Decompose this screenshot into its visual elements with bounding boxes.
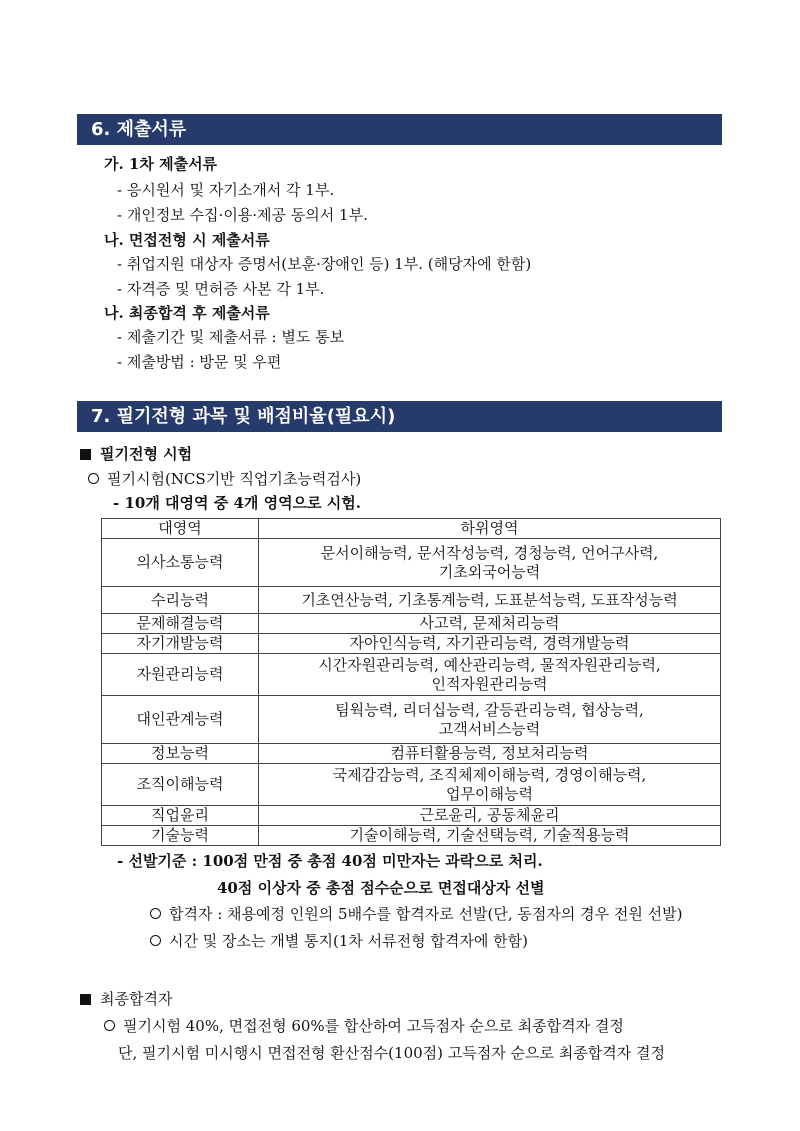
sub-cell: [259, 826, 721, 846]
table-row: [102, 806, 721, 826]
sub-cell: [259, 539, 721, 587]
sub-line: 컴퓨터활용능력, 정보처리능력: [390, 744, 589, 762]
final-heading: [80, 988, 172, 1009]
table-row: [102, 614, 721, 634]
sub-cell: [259, 806, 721, 826]
group-heading: 나. 면접전형 시 제출서류: [104, 231, 270, 249]
group-heading: 가. 1차 제출서류: [104, 155, 218, 173]
table-row: [102, 696, 721, 744]
sub-line: 국제감감능력, 조직체제이해능력, 경영이해능력,: [332, 765, 647, 784]
header-sub: 하위영역: [259, 519, 721, 539]
sub-line: 기초외국어능력: [438, 562, 541, 581]
list-item: - 응시원서 및 자기소개서 각 1부.: [117, 181, 335, 199]
note-line: [150, 930, 528, 951]
area-cell: 직업윤리: [102, 806, 259, 826]
sub-cell: [259, 614, 721, 634]
circle-bullet-icon: [104, 1020, 115, 1031]
table-row: [102, 634, 721, 654]
area-cell: 기술능력: [102, 826, 259, 846]
sub-line: 고객서비스능력: [438, 719, 541, 738]
sub-cell: [259, 764, 721, 806]
selection-criteria-cont: 40점 이상자 중 총점 점수순으로 면접대상자 선별: [217, 879, 545, 897]
circle-bullet-icon: [150, 935, 161, 946]
sub-cell: [259, 696, 721, 744]
sub-line: 업무이해능력: [446, 784, 533, 803]
group-heading: 나. 최종합격 후 제출서류: [104, 304, 270, 322]
note-line: [150, 903, 682, 924]
final-line: [104, 1015, 624, 1036]
sub-cell: [259, 654, 721, 696]
list-item: - 제출방법 : 방문 및 우편: [117, 353, 282, 371]
list-item: - 취업지원 대상자 증명서(보훈·장애인 등) 1부. (해당자에 한함): [117, 255, 532, 273]
section-7-title: 7. 필기전형 과목 및 배점비율(필요시): [77, 401, 722, 432]
list-item: - 자격증 및 면허증 사본 각 1부.: [117, 280, 325, 298]
test-name: [88, 468, 361, 489]
sub-line: 사고력, 문제처리능력: [419, 614, 560, 632]
area-cell: 자원관리능력: [102, 654, 259, 696]
sub-line: 팀웍능력, 리더십능력, 갈등관리능력, 협상능력,: [335, 700, 644, 719]
sub-cell: [259, 634, 721, 654]
table-row: [102, 654, 721, 696]
note-text: 시간 및 장소는 개별 통지(1차 서류전형 합격자에 한함): [169, 932, 528, 950]
sub-line: 시간자원관리능력, 예산관리능력, 물적자원관리능력,: [318, 655, 661, 674]
sub-line: 기술이해능력, 기술선택능력, 기술적용능력: [349, 826, 630, 844]
table-header-row: [102, 519, 721, 539]
area-cell: 수리능력: [102, 587, 259, 614]
sub-heading: [80, 443, 192, 464]
section-6-title: 6. 제출서류: [77, 114, 722, 145]
square-bullet-icon: [80, 994, 91, 1005]
list-item: - 개인정보 수집·이용·제공 동의서 1부.: [117, 206, 368, 224]
sub-line: 근로윤리, 공동체윤리: [419, 806, 560, 824]
test-desc: - 10개 대영역 중 4개 영역으로 시험.: [113, 494, 361, 512]
area-cell: 자기개발능력: [102, 634, 259, 654]
area-cell: 정보능력: [102, 744, 259, 764]
sub-cell: [259, 744, 721, 764]
sub-line: 자아인식능력, 자기관리능력, 경력개발능력: [349, 634, 630, 652]
table-row: [102, 826, 721, 846]
square-bullet-icon: [80, 449, 91, 460]
final-line: 단, 필기시험 미시행시 면접전형 환산점수(100점) 고득점자 순으로 최종합격자 결정: [118, 1044, 665, 1062]
sub-line: 문서이해능력, 문서작성능력, 경청능력, 언어구사력,: [320, 543, 659, 562]
circle-bullet-icon: [150, 908, 161, 919]
final-heading-text: 최종합격자: [100, 990, 173, 1008]
note-text: 합격자 : 채용예정 인원의 5배수를 합격자로 선발(단, 동점자의 경우 전원 선발): [169, 905, 683, 923]
table-row: [102, 744, 721, 764]
table-row: [102, 764, 721, 806]
area-cell: 조직이해능력: [102, 764, 259, 806]
area-cell: 의사소통능력: [102, 539, 259, 587]
area-cell: 문제해결능력: [102, 614, 259, 634]
circle-bullet-icon: [88, 473, 99, 484]
sub-cell: [259, 587, 721, 614]
list-item: - 제출기간 및 제출서류 : 별도 통보: [117, 328, 345, 346]
sub-line: 인적자원관리능력: [431, 674, 548, 693]
area-cell: 대인관계능력: [102, 696, 259, 744]
sub-line: 기초연산능력, 기초통계능력, 도표분석능력, 도표작성능력: [301, 590, 678, 609]
selection-criteria: - 선발기준 : 100점 만점 중 총점 40점 미만자는 과락으로 처리.: [117, 852, 543, 870]
final-line-text: 필기시험 40%, 면접전형 60%를 합산하여 고득점자 순으로 최종합격자 결정: [123, 1017, 624, 1035]
table-row: [102, 587, 721, 614]
header-area: 대영역: [102, 519, 259, 539]
sub-heading-text: 필기전형 시험: [100, 445, 193, 463]
table-row: [102, 539, 721, 587]
test-name-text: 필기시험(NCS기반 직업기초능력검사): [107, 470, 362, 488]
ncs-area-table: [101, 518, 721, 846]
